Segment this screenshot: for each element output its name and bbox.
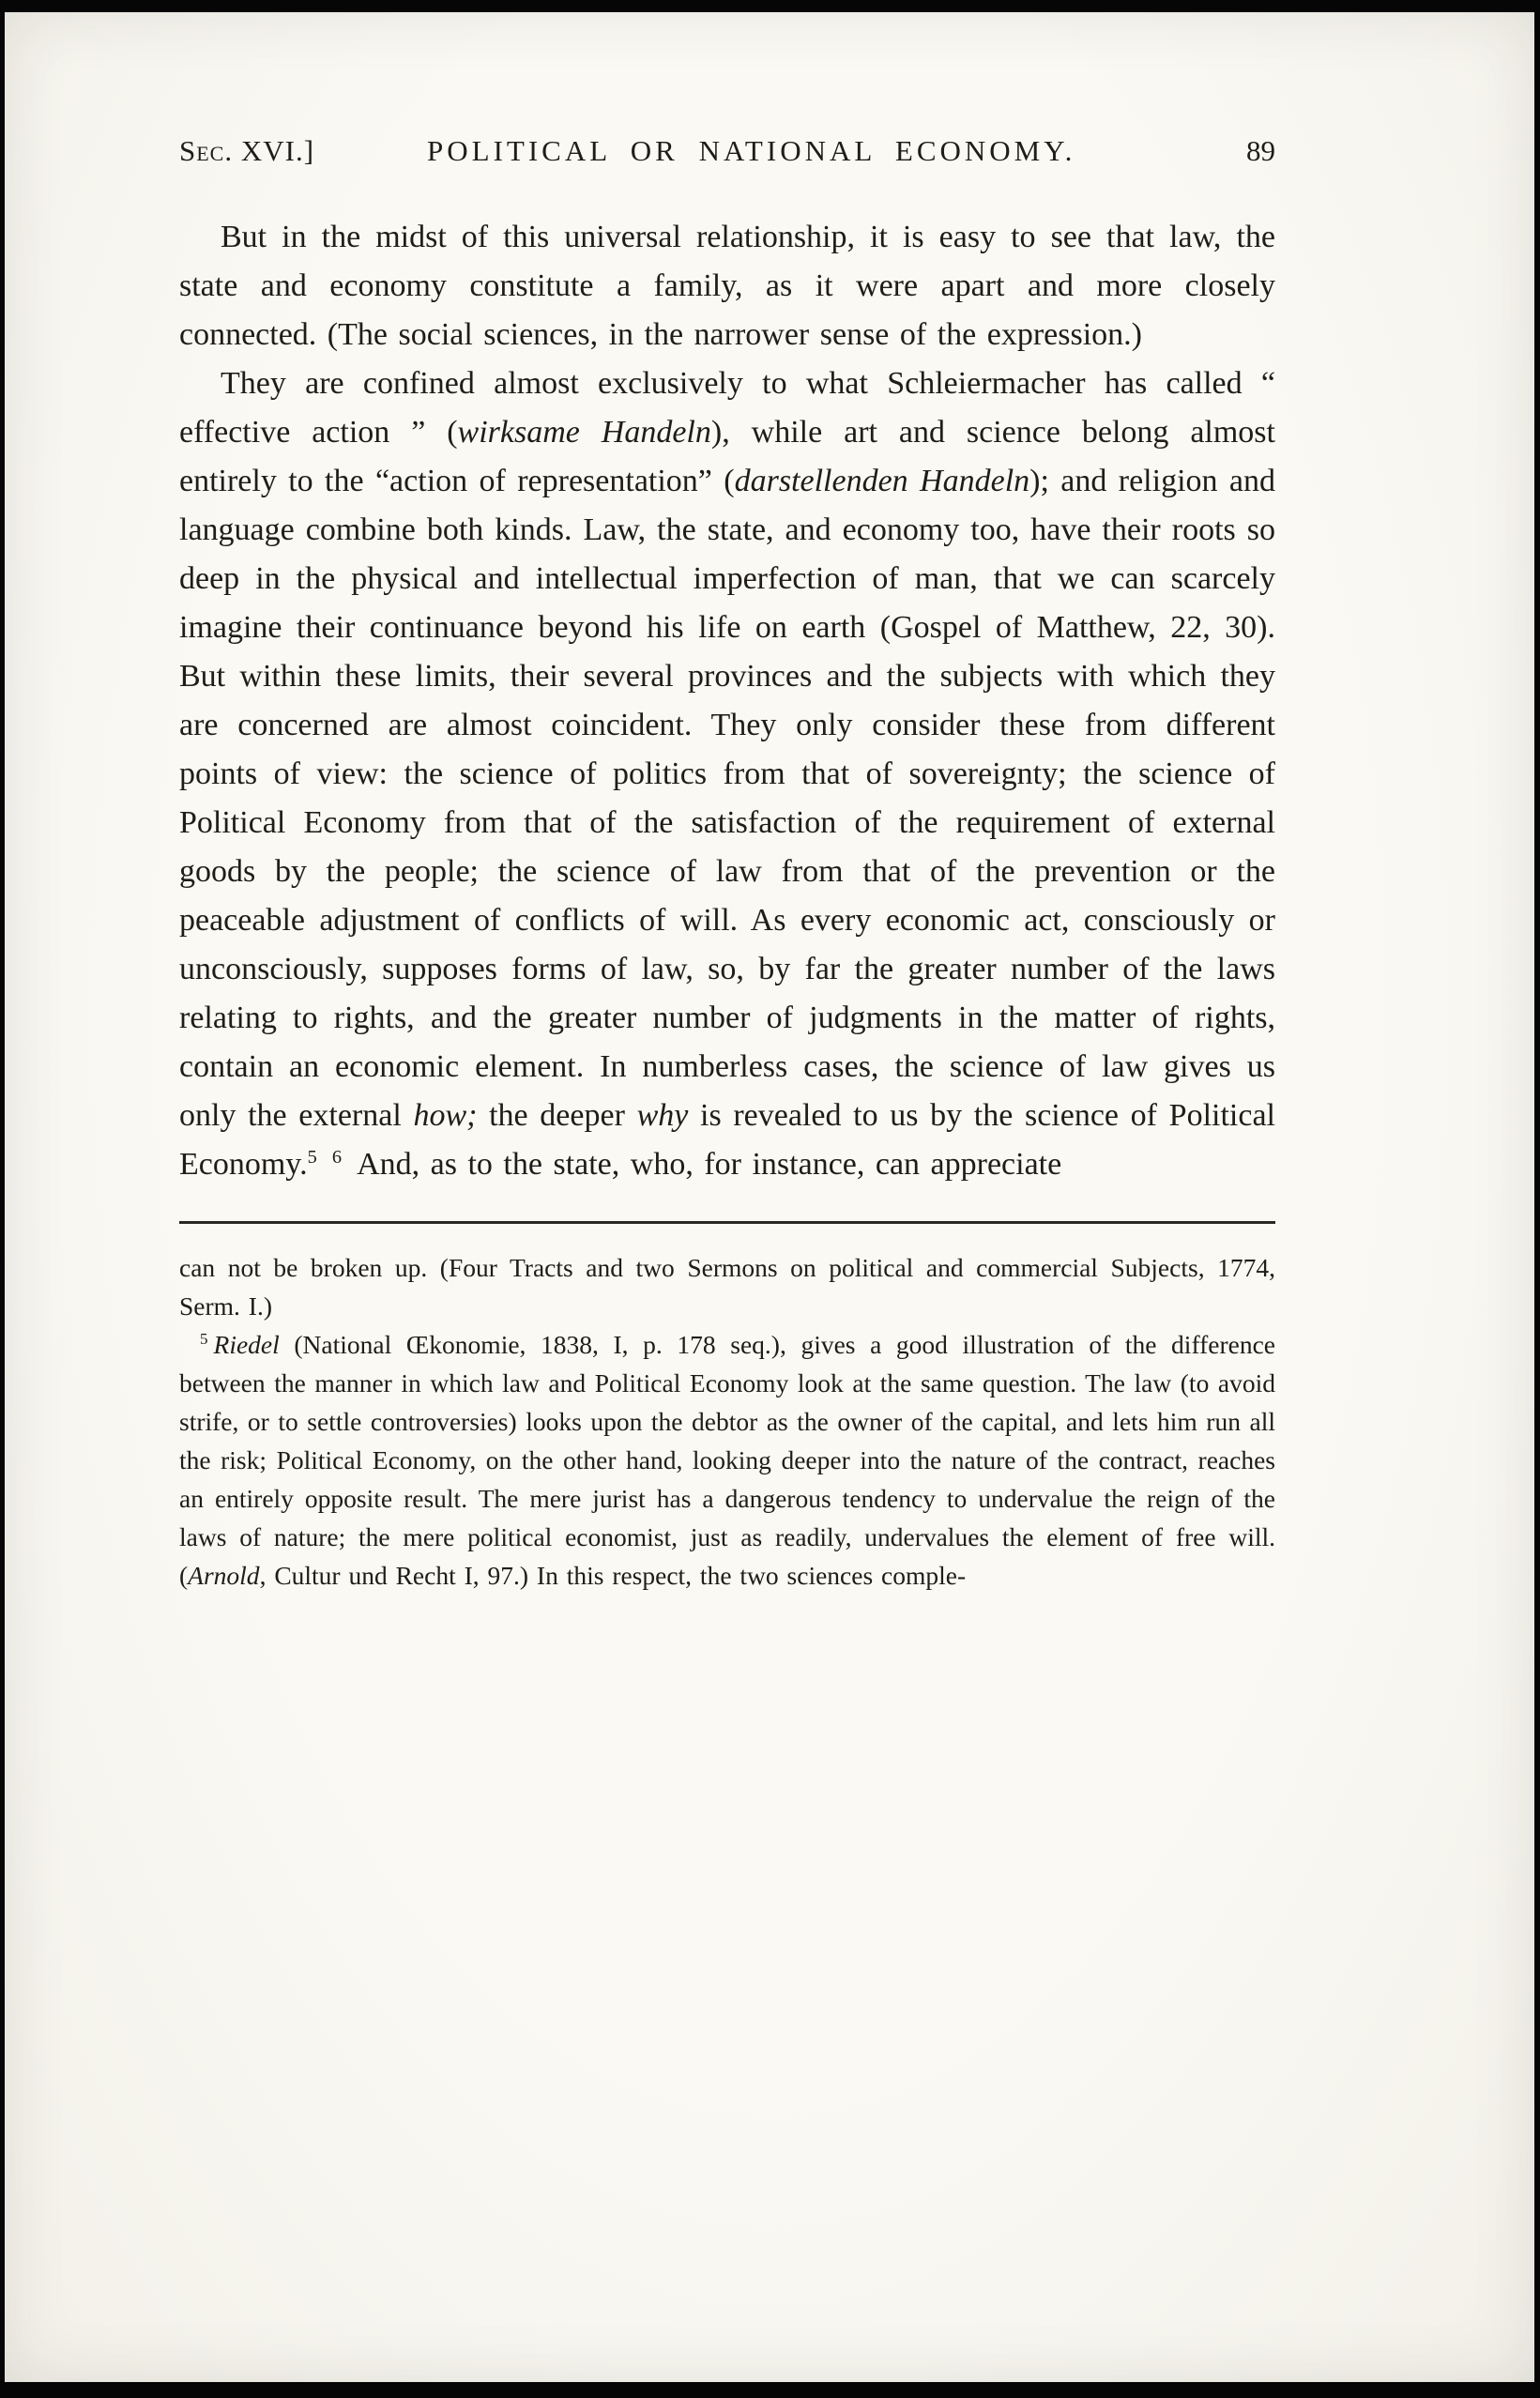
paragraph-2-text: the deeper	[477, 1098, 637, 1133]
paragraph-1	[179, 213, 1275, 359]
italic-riedel: Riedel	[213, 1330, 280, 1359]
paragraph-2-text: ), while art and science belong almost entirely to the “action of representation” (	[179, 415, 1275, 498]
page-number: 89	[1246, 134, 1275, 167]
italic-darstellenden-handeln: darstellenden Handeln	[734, 464, 1030, 498]
main-text	[179, 213, 1275, 1189]
italic-how: how;	[413, 1098, 478, 1133]
paragraph-2-text: They are confined almost exclusively to what Schleiermacher has called “ effective action ” (	[179, 366, 1275, 450]
footnote-continuation	[179, 1248, 1275, 1325]
footnote-divider	[179, 1221, 1275, 1224]
book-page	[5, 12, 1534, 2382]
footnote-5	[179, 1325, 1275, 1595]
paragraph-2-text: And, as to the state, who, for instance, can appreciate	[357, 1147, 1062, 1182]
footnote-5-text: (National Œkonomie, 1838, I, p. 178 seq.), gives a good illustration of the difference between the manner in which law and Political Economy look at the same question. The law (to avoid strife, or to settle controversies) looks upon the debtor as the owner of the capital, and lets him run all the risk; Political Economy, on the other hand, looking deeper into the nature of the contract, reaches an entirely opposite result. The mere jurist has a dangerous tendency to undervalue the reign of the laws of nature; the mere political economist, just as readily, undervalues the element of free will. (	[179, 1330, 1275, 1590]
footnote-5-text: , Cultur und Recht I, 97.) In this respect, the two sciences comple-	[259, 1561, 967, 1590]
paragraph-2-text: ); and religion and language combine both kinds. Law, the state, and economy too, have their roots so deep in the physical and intellectual imperfection of man, that we can scarcely imagine their continuance beyond his life on earth (Gospel of Matthew, 22, 30). But within these limits, their several provinces and the subjects with which they are concerned are almost coincident. They only consider these from different points of view: the science of politics from that of sovereignty; the science of Political Economy from that of the satisfaction of the requirement of external goods by the people; the science of law from that of the prevention or the peaceable adjustment of conflicts of will. As every economic act, consciously or unconsciously, supposes forms of law, so, by far the greater number of the laws relating to rights, and the greater number of judgments in the matter of rights, contain an economic element. In numberless cases, the science of law gives us only the external	[179, 464, 1275, 1133]
footnote-continuation-text: can not be broken up. (Four Tracts and two Sermons on political and commercial Subjects, 1774, Serm. I.)	[179, 1253, 1275, 1321]
italic-why: why	[636, 1098, 689, 1133]
paragraph-2	[179, 359, 1275, 1189]
page-header	[179, 134, 1275, 168]
running-title: POLITICAL OR NATIONAL ECONOMY.	[427, 134, 1076, 167]
footnote-reference-marks: 5 6	[307, 1146, 346, 1168]
page-content	[179, 134, 1275, 1595]
italic-arnold: Arnold	[188, 1561, 260, 1590]
footnote-5-marker: 5	[200, 1329, 208, 1348]
footnotes-section	[179, 1248, 1275, 1595]
section-label: Sec. XVI.]	[179, 134, 315, 167]
paragraph-2-text: is revealed to us by the science of Political Economy.	[179, 1098, 1275, 1182]
paragraph-1-text: But in the midst of this universal relationship, it is easy to see that law, the state and economy constitute a family, as it were apart and more closely connected. (The social sciences, in the narrower sense of the expression.)	[179, 220, 1275, 352]
italic-wirksame-handeln: wirksame Handeln	[457, 415, 711, 450]
